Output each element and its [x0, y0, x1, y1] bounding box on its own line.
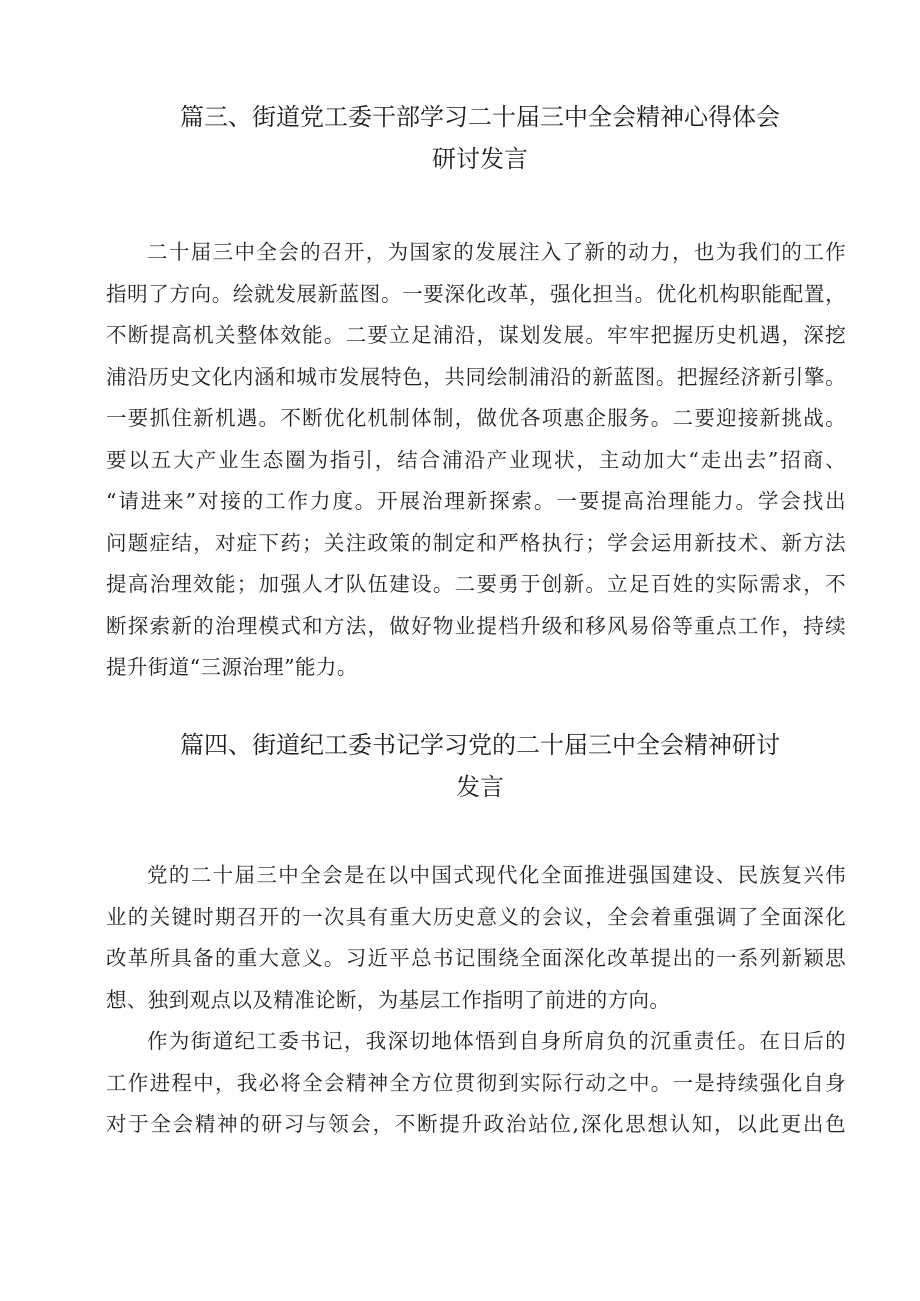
paragraph-line: 提高治理效能；加强人才队伍建设。二要勇于创新。立足百姓的实际需求，不	[106, 572, 846, 596]
paragraph-line: 作为街道纪工委书记，我深切地体悟到自身所肩负的沉重责任。在日后的	[147, 1029, 846, 1053]
article3-body	[106, 232, 846, 689]
paragraph-line: 党的二十届三中全会是在以中国式现代化全面推进强国建设、民族复兴伟	[147, 863, 846, 887]
paragraph-line: 二十届三中全会的召开，为国家的发展注入了新的动力，也为我们的工作	[147, 240, 846, 264]
paragraph-line: 对于全会精神的研习与领会，不断提升政治站位,深化思想认知，以此更出色	[106, 1112, 846, 1136]
article4-title	[100, 724, 860, 808]
article4-paragraph-2	[106, 1021, 846, 1146]
article4-paragraph-1	[106, 855, 846, 1021]
paragraph-line: 提升街道“三源治理”能力。	[106, 655, 358, 679]
article3-title-line1: 篇三、街道党工委干部学习二十届三中全会精神心得体会	[180, 103, 780, 131]
paragraph-line: 改革所具备的重大意义。习近平总书记围绕全面深化改革提出的一系列新颖思	[106, 946, 846, 970]
paragraph-line: 想、独到观点以及精准论断，为基层工作指明了前进的方向。	[106, 987, 671, 1012]
article3-title	[100, 96, 860, 180]
paragraph-line: 浦沿历史文化内涵和城市发展特色，共同绘制浦沿的新蓝图。把握经济新引擎。	[106, 364, 846, 389]
article4-title-line1: 篇四、街道纪工委书记学习党的二十届三中全会精神研讨	[180, 731, 780, 759]
article3-title-line2: 研讨发言	[432, 145, 528, 173]
paragraph-line: 要以五大产业生态圈为指引，结合浦沿产业现状，主动加大“走出去”招商、	[106, 447, 846, 472]
paragraph-line: 断探索新的治理模式和方法，做好物业提档升级和移风易俗等重点工作，持续	[106, 613, 846, 638]
paragraph-line: 业的关键时期召开的一次具有重大历史意义的会议，全会着重强调了全面深化	[106, 904, 846, 929]
paragraph-line: 工作进程中，我必将全会精神全方位贯彻到实际行动之中。一是持续强化自身	[106, 1070, 846, 1095]
paragraph-line: 不断提高机关整体效能。二要立足浦沿，谋划发展。牢牢把握历史机遇，深挖	[106, 323, 846, 347]
article3-paragraph	[106, 232, 846, 689]
article4-title-line2: 发言	[456, 773, 504, 801]
paragraph-line: 指明了方向。绘就发展新蓝图。一要深化改革，强化担当。优化机构职能配置，	[106, 281, 846, 306]
paragraph-line: “请进来”对接的工作力度。开展治理新探索。一要提高治理能力。学会找出	[106, 489, 846, 513]
paragraph-line: 问题症结，对症下药；关注政策的制定和严格执行；学会运用新技术、新方法	[106, 530, 846, 555]
article4-body	[106, 855, 846, 1146]
paragraph-line: 一要抓住新机遇。不断优化机制体制，做优各项惠企服务。二要迎接新挑战。	[106, 406, 846, 430]
